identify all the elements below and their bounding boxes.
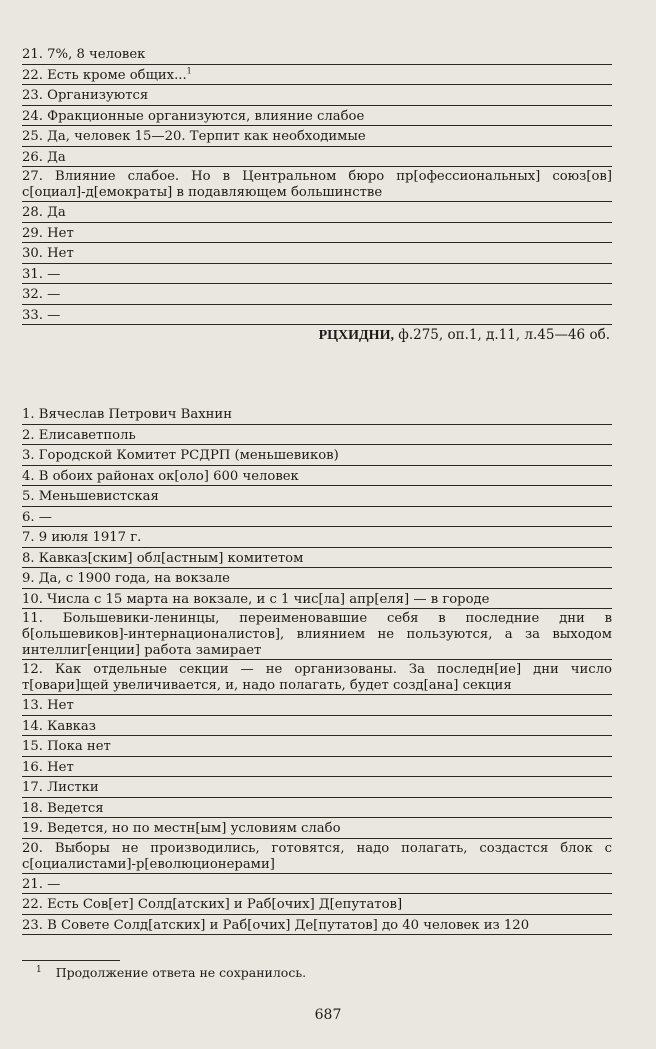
- archive-name: РЦХИДНИ,: [318, 328, 394, 343]
- answer-row: [22, 716, 612, 737]
- answer-row: [22, 757, 612, 778]
- answer-text: 8. Кавказ[ским] обл[астным] комитетом: [22, 550, 304, 566]
- answer-row: [22, 777, 612, 798]
- answer-row: [22, 736, 612, 757]
- footnote-divider: [22, 960, 120, 961]
- answer-row: [22, 507, 612, 528]
- answer-row: [22, 404, 612, 425]
- answer-row: [22, 818, 612, 839]
- answer-row: [22, 202, 612, 223]
- answer-text: 25. Да, человек 15—20. Терпит как необходимые: [22, 129, 366, 144]
- answer-text: 24. Фракционные организуются, влияние слабое: [22, 108, 365, 124]
- footnote: [36, 965, 306, 980]
- answer-text: 6. —: [22, 509, 52, 525]
- answer-row: [22, 839, 612, 874]
- answer-text: 21. —: [22, 876, 61, 892]
- answer-text: 16. Нет: [22, 759, 74, 775]
- answer-text: 21. 7%, 8 человек: [22, 47, 146, 62]
- answer-row: [22, 466, 612, 487]
- answer-text: 11. Большевики-ленинцы, переименовавшие себя в последние дни в б[ольшевиков]-интернационалистов], влиянием не пользуются, а за выходом интеллиг[енции] работа замирает: [22, 611, 612, 658]
- answer-text: 31. —: [22, 266, 61, 282]
- answer-row: [22, 568, 612, 589]
- answer-text: 7. 9 июля 1917 г.: [22, 530, 142, 545]
- answer-row: [22, 106, 612, 127]
- answer-text: 32. —: [22, 287, 61, 302]
- footnote-number: 1: [36, 965, 42, 975]
- answer-text: 13. Нет: [22, 698, 74, 713]
- answer-text: 15. Пока нет: [22, 739, 111, 754]
- answer-row: [22, 486, 612, 507]
- page-number: 687: [314, 1007, 342, 1023]
- footnote-text: Продолжение ответа не сохранилось.: [55, 965, 307, 981]
- answer-text: 10. Числа с 15 марта на вокзале, и с 1 чис[ла] апр[еля] — в городе: [22, 591, 490, 607]
- answer-text: 26. Да: [22, 149, 66, 165]
- answer-row: [22, 798, 612, 819]
- answer-text: 12. Как отдельные секции — не организованы. За последн[ие] дни число т[овари]щей увеличивается, и, надо полагать, будет созд[ана] секция: [22, 662, 612, 693]
- answer-text: 29. Нет: [22, 225, 74, 241]
- answer-text: 1. Вячеслав Петрович Вахнин: [22, 407, 233, 422]
- answer-text: 9. Да, с 1900 года, на вокзале: [22, 571, 230, 586]
- answer-row: [22, 874, 612, 895]
- answer-text: 19. Ведется, но по местн[ым] условиям слабо: [22, 821, 341, 836]
- answer-row: [22, 167, 612, 202]
- answer-row: [22, 44, 612, 65]
- answer-text: 22. Есть кроме общих...: [22, 67, 187, 83]
- answer-row: [22, 243, 612, 264]
- answer-text: 22. Есть Сов[ет] Солд[атских] и Раб[очих] Д[епутатов]: [22, 897, 403, 912]
- answer-row: [22, 284, 612, 305]
- answer-row: [22, 85, 612, 106]
- answers-list-part1: [22, 44, 612, 325]
- answer-row: [22, 445, 612, 466]
- answer-row: [22, 894, 612, 915]
- answer-text: 20. Выборы не производились, готовятся, надо полагать, создастся блок с с[оциалистами]-р[еволюционерами]: [22, 840, 612, 872]
- archive-citation: ф.275, оп.1, д.11, л.45—46 об.: [398, 327, 610, 343]
- answer-text: 14. Кавказ: [22, 718, 96, 734]
- answer-row: [22, 305, 612, 326]
- answer-text: 5. Меньшевистская: [22, 489, 159, 504]
- answer-text: 27. Влияние слабое. Но в Центральном бюро пр[офессиональных] союз[ов] с[оциал]-д[емократы] в подавляющем большинстве: [22, 169, 612, 200]
- answer-text: 4. В обоих районах ок[оло] 600 человек: [22, 468, 299, 484]
- answer-row: [22, 126, 612, 147]
- answer-text: 18. Ведется: [22, 800, 104, 816]
- answer-text: 23. В Совете Солд[атских] и Раб[очих] Де[путатов] до 40 человек из 120: [22, 917, 530, 933]
- answer-row: [22, 589, 612, 610]
- answer-row: [22, 65, 612, 86]
- answer-text: 3. Городской Комитет РСДРП (меньшевиков): [22, 448, 339, 463]
- answer-row: [22, 223, 612, 244]
- answer-row: [22, 548, 612, 569]
- answer-row: [22, 915, 612, 936]
- footnote-mark: 1: [186, 66, 192, 76]
- answer-row: [22, 147, 612, 168]
- answer-row: [22, 609, 612, 660]
- answer-text: 33. —: [22, 307, 61, 323]
- answer-text: 2. Елисаветполь: [22, 427, 136, 443]
- answer-row: [22, 527, 612, 548]
- answer-text: 28. Да: [22, 205, 66, 220]
- answer-row: [22, 695, 612, 716]
- answers-list-part2: [22, 404, 612, 935]
- archive-source-reference: [319, 327, 610, 344]
- answer-row: [22, 264, 612, 285]
- answer-text: 17. Листки: [22, 780, 99, 795]
- answer-text: 23. Организуются: [22, 88, 149, 103]
- answer-row: [22, 660, 612, 695]
- answer-text: 30. Нет: [22, 246, 74, 261]
- answer-row: [22, 425, 612, 446]
